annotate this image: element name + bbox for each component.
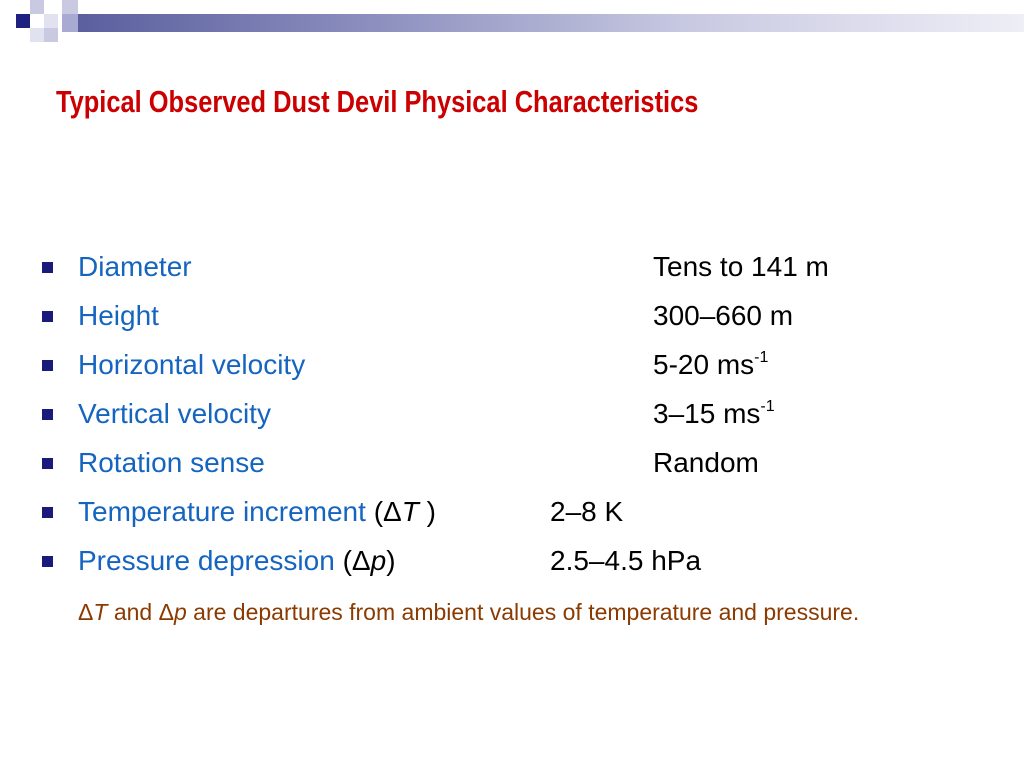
list-item-diameter — [42, 247, 1002, 287]
item-value: 300–660 m — [653, 300, 794, 331]
note-variable-t: T — [93, 599, 108, 625]
header-gradient-bar — [78, 14, 1024, 32]
header-square-light — [44, 28, 58, 42]
bullet-square-icon — [42, 360, 53, 371]
footnote — [78, 594, 976, 630]
header-square-pale — [44, 14, 58, 28]
item-label — [78, 492, 436, 532]
slide-title: Typical Observed Dust Devil Physical Characteristics — [56, 84, 699, 119]
symbol-variable: T — [401, 496, 419, 527]
bullet-square-icon — [42, 458, 53, 469]
item-label-text: Temperature increment — [78, 496, 366, 527]
note-and-text: and — [107, 599, 159, 625]
bullet-square-icon — [42, 507, 53, 518]
symbol-suffix: ) — [386, 545, 396, 576]
list-item-horizontal-velocity — [42, 345, 1002, 385]
value-exponent: -1 — [760, 398, 775, 415]
list-item-pressure-depression — [42, 541, 1002, 581]
list-item-vertical-velocity — [42, 394, 1002, 434]
item-value: 2.5–4.5 hPa — [550, 545, 702, 576]
header-square-medium — [62, 14, 78, 32]
note-text: are departures from ambient values of temperature and pressure. — [186, 599, 860, 625]
item-label — [78, 541, 396, 581]
note-delta-symbol: Δ — [158, 599, 174, 625]
item-value — [653, 345, 768, 385]
value-text: 3–15 ms — [653, 398, 761, 429]
symbol-prefix: (Δ — [373, 496, 402, 527]
header-square-pale — [30, 28, 44, 42]
header-square-dark — [16, 14, 30, 28]
item-value — [653, 394, 775, 434]
list-item-rotation-sense — [42, 443, 1002, 483]
value-exponent: -1 — [754, 349, 769, 366]
value-text: 5-20 ms — [653, 349, 755, 380]
item-value: Tens to 141 m — [653, 251, 829, 282]
symbol-suffix: ) — [418, 496, 436, 527]
list-item-height — [42, 296, 1002, 336]
item-label: Vertical velocity — [78, 398, 271, 429]
item-label: Diameter — [78, 251, 192, 282]
item-label-text: Pressure depression — [78, 545, 335, 576]
item-value: Random — [653, 447, 759, 478]
item-label: Height — [78, 300, 159, 331]
item-value: 2–8 K — [550, 496, 624, 527]
bullet-square-icon — [42, 409, 53, 420]
item-symbol — [374, 496, 436, 527]
note-delta-symbol: Δ — [78, 599, 94, 625]
bullet-square-icon — [42, 262, 53, 273]
symbol-prefix: (Δ — [342, 545, 371, 576]
item-label: Rotation sense — [78, 447, 265, 478]
header-square-light — [30, 0, 44, 14]
bullet-square-icon — [42, 311, 53, 322]
symbol-variable: p — [370, 545, 387, 576]
list-item-temperature-increment — [42, 492, 1002, 532]
bullet-square-icon — [42, 556, 53, 567]
note-variable-p: p — [173, 599, 187, 625]
item-label: Horizontal velocity — [78, 349, 306, 380]
item-symbol — [343, 545, 396, 576]
